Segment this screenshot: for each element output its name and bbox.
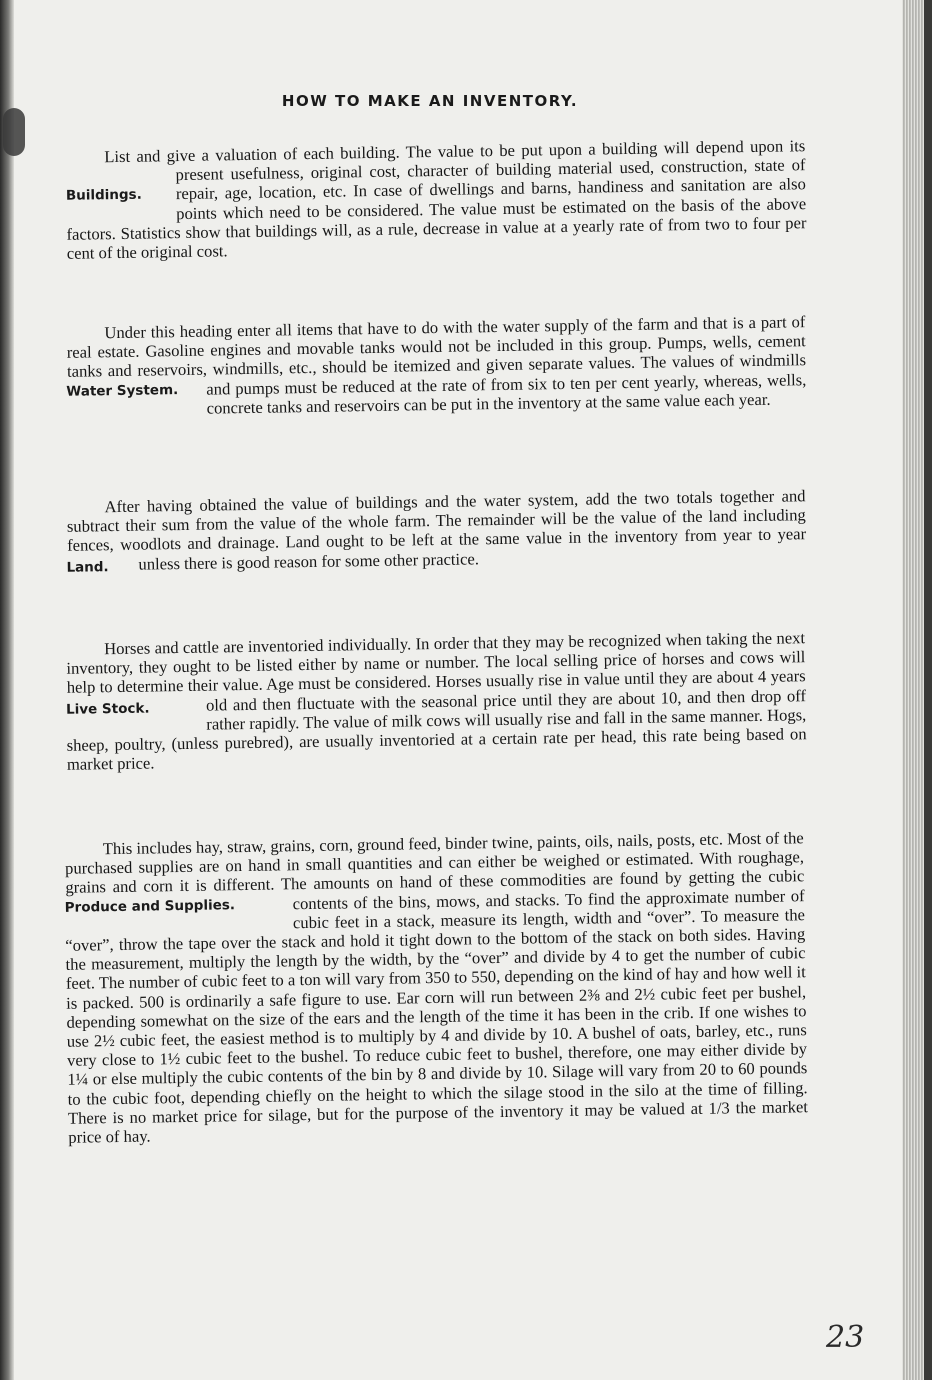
section-water-system	[65, 312, 806, 420]
section-label-live-stock: Live Stock.	[65, 700, 150, 718]
section-label-produce-supplies: Produce and Supplies.	[64, 897, 236, 916]
page-title: HOW TO MAKE AN INVENTORY.	[281, 92, 579, 110]
section-text-land: After having obtained the value of buildings and the water system, add the two totals together and subtract their sum from the value of the whole farm. The remainder will be the value of the land including fences, woodlots and drainage. Land ought to be left at the same value in the inventory from year to year unless there is good reason for some other practice.	[66, 486, 807, 574]
section-text-produce-supplies: This includes hay, straw, grains, corn, ground feed, binder twine, paints, oils, nails, posts, etc. Most of the purchased supplies are on hand in small quantities and can either be weighed or estimated. With roughage, grains and corn it is different. The amounts on hand of these commodities are found by getting the cubic contents of the bins, mows, and stacks. To find the approximate number of cubic feet in a stack, measure its length, width and “over”. To measure the “over”, throw the tape over the stack and hold it tight down to the bottom of the stack on both sides. Having the measurement, multiply the length by the width, by the “over” and divide by 4 to get the number of cubic feet. The number of cubic feet to a ton will vary from 350 to 550, depending on the kind of hay and how well it is packed. 500 is ordinarily a safe figure to use. Ear corn will run between 2⅜ and 2½ cubic feet per bushel, depending somewhat on the size of the ears and the length of the time it has been in the crib. If one wishes to use 2½ cubic feet, the easiest method is to multiply by 4 and divide by 10. A bushel of oats, barley, etc., runs very close to 1½ cubic feet to the bushel. To reduce cubic feet to bushel, therefore, one may either divide by 1¼ or else multiply the cubic contents of the bin by 8 and divide by 10. Silage will vary from 20 to 60 pounds to the cubic foot, depending chiefly on the height to which the silage stood in the silo at the time of filling. There is no market price for silage, but for the purpose of the inventory it may be valued at 1/3 the market price of hay.	[64, 828, 809, 1147]
section-land	[65, 486, 806, 578]
section-live-stock	[65, 628, 807, 774]
section-label-water-system: Water System.	[66, 382, 179, 400]
section-buildings	[65, 136, 807, 263]
section-text-live-stock: Horses and cattle are inventoried individually. In order that they may be recognized when taking the next inventory, they ought to be listed either by name or number. The local selling price of horses and cows will help to determine their value. Age must be considered. Horses usually rise in value until they are about 4 years old and then fluctuate with the seasonal price until they are about 10, and then drop off rather rapidly. The value of milk cows will usually rise and fall in the same manner. Hogs, sheep, poultry, (unless purebred), are usually inventoried at a certain rate per head, this rate being based on market price.	[66, 628, 807, 775]
book-page-edges	[902, 0, 932, 1380]
section-produce-supplies	[64, 828, 809, 1147]
page-number: 23	[826, 1320, 865, 1355]
section-label-land: Land.	[66, 559, 109, 576]
section-text-water-system: Under this heading enter all items that have to do with the water supply of the farm and that is a part of real estate. Gasoline engines and movable tanks would not be included in this group. Pumps, wells, cement tanks and reservoirs, windmills, etc., should be itemized and given separate values. The values of windmills and pumps must be reduced at the rate of from six to ten per cent yearly, whereas, wells, concrete tanks and reservoirs can be put in the inventory at the same value each year.	[66, 312, 807, 418]
binding-hole	[3, 108, 25, 156]
section-label-buildings: Buildings.	[65, 186, 142, 204]
section-text-buildings: List and give a valuation of each building. The value to be put upon a building will depend upon its present usefulness, original cost, character of building material used, construction, state of repair, age, location, etc. In case of dwellings and barns, handiness and sanitation are also points which need to be considered. The value must be estimated on the basis of the above factors. Statistics show that buildings will, as a rule, decrease in value at a yearly rate of from two to four per cent of the original cost.	[66, 136, 807, 263]
page-binding-shadow	[0, 0, 14, 1380]
